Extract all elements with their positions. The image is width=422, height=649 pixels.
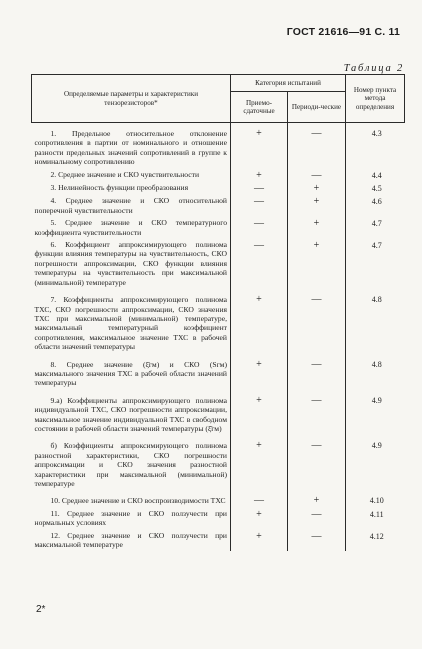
periodic-mark: + bbox=[288, 195, 346, 217]
parameter-cell: 3. Нелинейность функции преобразования bbox=[32, 182, 231, 195]
column-header-method-ref: Номер пункта метода определения bbox=[346, 75, 405, 123]
table-row bbox=[32, 289, 405, 353]
acceptance-mark: — bbox=[231, 217, 288, 239]
column-header-parameters: Определяемые параметры и характеристики тензорезисторов* bbox=[32, 75, 231, 123]
parameter-cell: 7. Коэффициенты аппроксимирующего полинома ТХС, СКО погрешности аппроксимации, СКО значения ТХС при максимальной (минимальной) температуре, максимальный температурный коэффициент сопротивления, максимальное значение ТХС в рабочей области значений температуры bbox=[32, 289, 231, 353]
acceptance-mark: + bbox=[231, 123, 288, 169]
parameter-cell: 8. Среднее значение (ξ̄гм) и СКО (Sгм) максимального значения ТХС в рабочей области значений температуры bbox=[32, 354, 231, 390]
parameter-cell: 1. Предельное относительное отклонение сопротивления в партии от номинального и отношение разности предельных значений сопротивлений в группе к номинальному сопротивлению bbox=[32, 123, 231, 169]
periodic-mark: — bbox=[288, 354, 346, 390]
table-title: Таблица 2 bbox=[343, 63, 404, 74]
acceptance-mark: + bbox=[231, 169, 288, 182]
column-header-periodic: Периоди-ческие bbox=[288, 92, 346, 123]
table-row bbox=[32, 530, 405, 552]
table-row bbox=[32, 123, 405, 169]
periodic-mark: — bbox=[288, 289, 346, 353]
periodic-mark: — bbox=[288, 123, 346, 169]
parameter-cell: 12. Среднее значение и СКО ползучести при максимальной температуре bbox=[32, 530, 231, 552]
column-header-categories: Категория испытаний bbox=[231, 75, 346, 92]
acceptance-mark: — bbox=[231, 239, 288, 289]
acceptance-mark: + bbox=[231, 289, 288, 353]
periodic-mark: — bbox=[288, 435, 346, 490]
table-row bbox=[32, 508, 405, 530]
periodic-mark: — bbox=[288, 390, 346, 436]
acceptance-mark: — bbox=[231, 195, 288, 217]
periodic-mark: + bbox=[288, 490, 346, 507]
parameter-cell: 10. Среднее значение и СКО воспроизводимости ТХС bbox=[32, 490, 231, 507]
method-ref-cell: 4.5 bbox=[371, 184, 382, 194]
parameter-cell: 2. Среднее значение и СКО чувствительности bbox=[32, 169, 231, 182]
method-ref-cell: 4.7 bbox=[371, 241, 382, 251]
table-row bbox=[32, 435, 405, 490]
method-ref-cell: 4.6 bbox=[371, 197, 382, 207]
method-ref-cell: 4.8 bbox=[371, 295, 382, 305]
column-header-acceptance: Приемо-сдаточные bbox=[231, 92, 288, 123]
acceptance-mark: + bbox=[231, 530, 288, 552]
parameter-cell: 5. Среднее значение и СКО температурного коэффициента чувствительности bbox=[32, 217, 231, 239]
periodic-mark: + bbox=[288, 239, 346, 289]
document-header: ГОСТ 21616—91 С. 11 bbox=[286, 26, 400, 38]
parameter-cell: 6. Коэффициент аппроксимирующего полинома функции влияния температуры на чувствительность, СКО погрешности аппроксимации, СКО функции влияния температуры на чувствительность при максимальной (минимальной) температуре bbox=[32, 239, 231, 289]
parameter-cell: 4. Среднее значение и СКО относительной поперечной чувствительности bbox=[32, 195, 231, 217]
page-number: 2* bbox=[36, 604, 46, 615]
acceptance-mark: + bbox=[231, 435, 288, 490]
acceptance-mark: — bbox=[231, 490, 288, 507]
table-row bbox=[32, 217, 405, 239]
table-row bbox=[32, 239, 405, 289]
table-row bbox=[32, 182, 405, 195]
parameter-cell: б) Коэффициенты аппроксимирующего полинома разностной характеристики, СКО погрешности аппроксимации и СКО значения разностной характеристики при максимальной (минимальной) температуре bbox=[32, 435, 231, 490]
table-row bbox=[32, 195, 405, 217]
table-row bbox=[32, 390, 405, 436]
method-ref-cell: 4.8 bbox=[371, 359, 382, 369]
periodic-mark: + bbox=[288, 217, 346, 239]
acceptance-mark: + bbox=[231, 354, 288, 390]
periodic-mark: + bbox=[288, 182, 346, 195]
method-ref-cell: 4.7 bbox=[371, 219, 382, 229]
method-ref-cell: 4.4 bbox=[371, 170, 382, 180]
periodic-mark: — bbox=[288, 508, 346, 530]
parameters-table bbox=[31, 74, 405, 551]
method-ref-cell: 4.9 bbox=[371, 441, 382, 451]
method-ref-cell: 4.12 bbox=[369, 531, 384, 541]
periodic-mark: — bbox=[288, 530, 346, 552]
method-ref-cell: 4.11 bbox=[369, 509, 384, 519]
table-row bbox=[32, 169, 405, 182]
method-ref-cell: 4.10 bbox=[369, 496, 384, 506]
table-row bbox=[32, 490, 405, 507]
periodic-mark: — bbox=[288, 169, 346, 182]
acceptance-mark: — bbox=[231, 182, 288, 195]
parameter-cell: 9.а) Коэффициенты аппроксимирующего полинома индивидуальной ТХС, СКО погрешности аппроксимации, максимальное значение индивидуальной ТХС в свободном состоянии в рабочей области значений температуры (ξ̂гм) bbox=[32, 390, 231, 436]
table-row bbox=[32, 354, 405, 390]
method-ref-cell: 4.9 bbox=[371, 395, 382, 405]
acceptance-mark: + bbox=[231, 390, 288, 436]
acceptance-mark: + bbox=[231, 508, 288, 530]
parameter-cell: 11. Среднее значение и СКО ползучести при нормальных условиях bbox=[32, 508, 231, 530]
method-ref-cell: 4.3 bbox=[371, 129, 382, 138]
